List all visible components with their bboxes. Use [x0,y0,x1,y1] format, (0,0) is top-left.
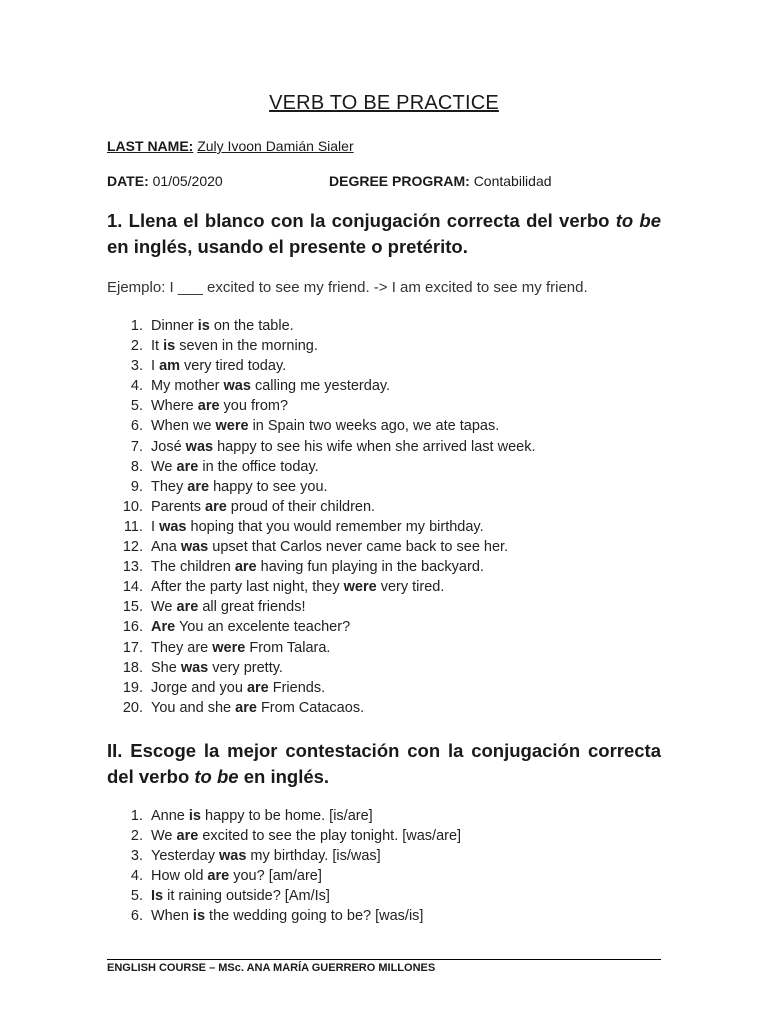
item-answer: is [188,808,201,824]
item-text-end: From Talara. [245,639,331,656]
list-item [107,678,536,698]
item-text-end: calling me yesterday. [250,378,391,395]
item-answer: are [187,478,210,495]
item-number: 10. [122,498,143,515]
degree-program-line [329,173,552,189]
list-item [107,477,536,497]
list-item [107,638,536,658]
item-number: 18. [122,659,143,676]
item-number: 2. [130,828,143,845]
item-text-end: on the table. [209,318,294,334]
item-number: 16. [122,619,143,636]
list-item [107,356,536,376]
item-answer: were [215,418,249,435]
item-text-end: having fun playing in the backyard. [256,559,484,576]
item-text-end: my birthday. [is/was] [246,848,381,865]
list-item [107,517,536,537]
item-text: After the party last night, they [151,579,344,596]
item-text: You and she [151,699,236,716]
item-text-end: happy to see his wife when she arrived last week. [213,438,536,455]
item-answer: was [185,438,214,455]
item-text: She [151,659,181,676]
item-text: It [151,338,164,355]
item-answer: was [180,539,209,556]
item-text: Ana [151,539,181,556]
item-answer: is [192,908,206,925]
item-text-end: Friends. [268,679,326,696]
item-text-end: you from? [219,398,289,415]
item-number: 8. [130,458,143,475]
list-item [107,698,536,718]
item-text: José [151,438,186,455]
last-name-value: Zuly Ivoon Damián Sialer [197,138,354,154]
item-text: Parents [151,498,205,515]
item-number: 12. [122,539,143,556]
item-answer: are [234,559,257,576]
list-item [107,886,461,906]
item-text: I [151,358,160,375]
item-answer: was [180,659,209,676]
item-text: I [151,518,160,535]
item-text: Anne [151,808,189,824]
item-number: 4. [130,378,143,395]
item-text: Where [151,398,198,415]
item-text-end: upset that Carlos never came back to see her. [208,539,509,556]
item-number: 5. [130,888,143,905]
item-text-end: You an excelente teacher? [175,619,351,636]
item-answer: are [176,458,199,475]
item-number: 9. [130,478,143,495]
list-item [107,416,536,436]
last-name-label: LAST NAME: [107,138,194,154]
item-number: 7. [130,438,143,455]
item-answer: was [159,518,187,535]
item-text: When we [151,418,216,435]
item-answer: was [218,848,247,865]
item-text: They [151,478,188,495]
item-answer: are [176,828,199,845]
section2-heading-text: II. Escoge la mejor contestación con la conjugación correcta del verbo [107,740,661,787]
item-text-end: very tired today. [180,358,287,375]
item-answer: are [205,498,227,515]
list-item [107,617,536,637]
list-item [107,396,536,416]
item-answer: are [197,398,220,415]
item-number: 17. [122,639,143,656]
list-item [107,557,536,577]
date-label: DATE: [107,173,149,189]
item-text: The children [151,559,235,576]
section1-heading-text-end: en inglés, usando el presente o pretérito. [107,236,468,257]
item-text: We [151,599,177,616]
list-item [107,376,536,396]
item-text: Jorge and you [151,679,247,696]
item-text-end: very pretty. [208,659,283,676]
item-answer: is [163,338,176,355]
item-text: How old [151,868,208,885]
item-number: 4. [130,868,143,885]
list-item [107,537,536,557]
item-number: 14. [122,579,143,596]
footer-text: ENGLISH COURSE – MSc. ANA MARÍA GUERRERO MILLONES [107,962,436,974]
section1-heading [107,208,661,260]
list-item [107,826,461,846]
item-number: 13. [122,559,143,576]
section2-heading-emph: to be [194,766,239,787]
list-item [107,497,536,517]
example-sentence: Ejemplo: I ___ excited to see my friend. -> I am excited to see my friend. [107,279,588,296]
item-text-end: very tired. [376,579,445,596]
list-item [107,658,536,678]
item-answer: Is [151,888,164,905]
date-value: 01/05/2020 [152,173,223,189]
item-text-end: hoping that you would remember my birthday. [186,518,484,535]
item-text-end: seven in the morning. [175,338,318,355]
item-answer: are [246,679,269,696]
item-answer: was [223,378,251,395]
section1-list [107,316,536,718]
item-answer: is [197,318,210,334]
item-number: 11. [123,518,143,535]
list-item [107,906,461,926]
list-item [107,457,536,477]
item-answer: are [207,868,230,885]
list-item [107,597,536,617]
list-item [107,437,536,457]
item-answer: were [343,579,377,596]
item-answer: am [159,358,181,375]
list-item [107,336,536,356]
item-number: 19. [122,679,143,696]
item-number: 3. [130,848,143,865]
item-number: 2. [130,338,143,355]
item-text: Yesterday [151,848,219,865]
item-text-end: happy to see you. [209,478,328,495]
item-text: They are [151,639,213,656]
item-text-end: you? [am/are] [229,868,322,885]
list-item [107,866,461,886]
item-text-end: it raining outside? [Am/Is] [163,888,330,905]
item-number: 1. [130,318,143,334]
item-text-end: all great friends! [198,599,306,616]
list-item [107,316,536,336]
list-item [107,577,536,597]
section1-heading-emph: to be [615,210,661,231]
section1-heading-text: 1. Llena el blanco con la conjugación correcta del verbo [107,210,616,231]
item-text-end: happy to be home. [is/are] [201,808,373,824]
item-answer: are [176,599,199,616]
item-number: 15. [122,599,143,616]
item-text: We [151,458,177,475]
item-number: 6. [130,908,143,925]
item-number: 3. [130,358,143,375]
footer-divider [107,959,661,960]
item-text-end: in Spain two weeks ago, we ate tapas. [248,418,500,435]
item-number: 6. [130,418,143,435]
item-text: Dinner [151,318,198,334]
item-text-end: From Catacaos. [256,699,365,716]
item-number: 5. [130,398,143,415]
section2-heading-text-end: en inglés. [238,766,330,787]
item-text-end: in the office today. [198,458,319,475]
date-line [107,173,223,189]
item-text-end: excited to see the play tonight. [was/are] [198,828,462,845]
item-text: When [151,908,193,925]
list-item [107,846,461,866]
degree-program-label: DEGREE PROGRAM: [329,173,470,189]
degree-program-value: Contabilidad [473,173,552,189]
list-item [107,806,461,826]
item-answer: were [212,639,246,656]
item-text: We [151,828,177,845]
section2-heading [107,738,661,790]
item-answer: are [235,699,257,716]
item-number: 1. [130,808,143,824]
item-text-end: proud of their children. [226,498,376,515]
item-text: My mother [151,378,224,395]
page-title: VERB TO BE PRACTICE [269,92,499,114]
item-number: 20. [122,699,143,716]
section2-list [107,806,461,927]
item-text-end: the wedding going to be? [was/is] [205,908,424,925]
item-answer: Are [151,619,176,636]
last-name-line [107,138,354,154]
